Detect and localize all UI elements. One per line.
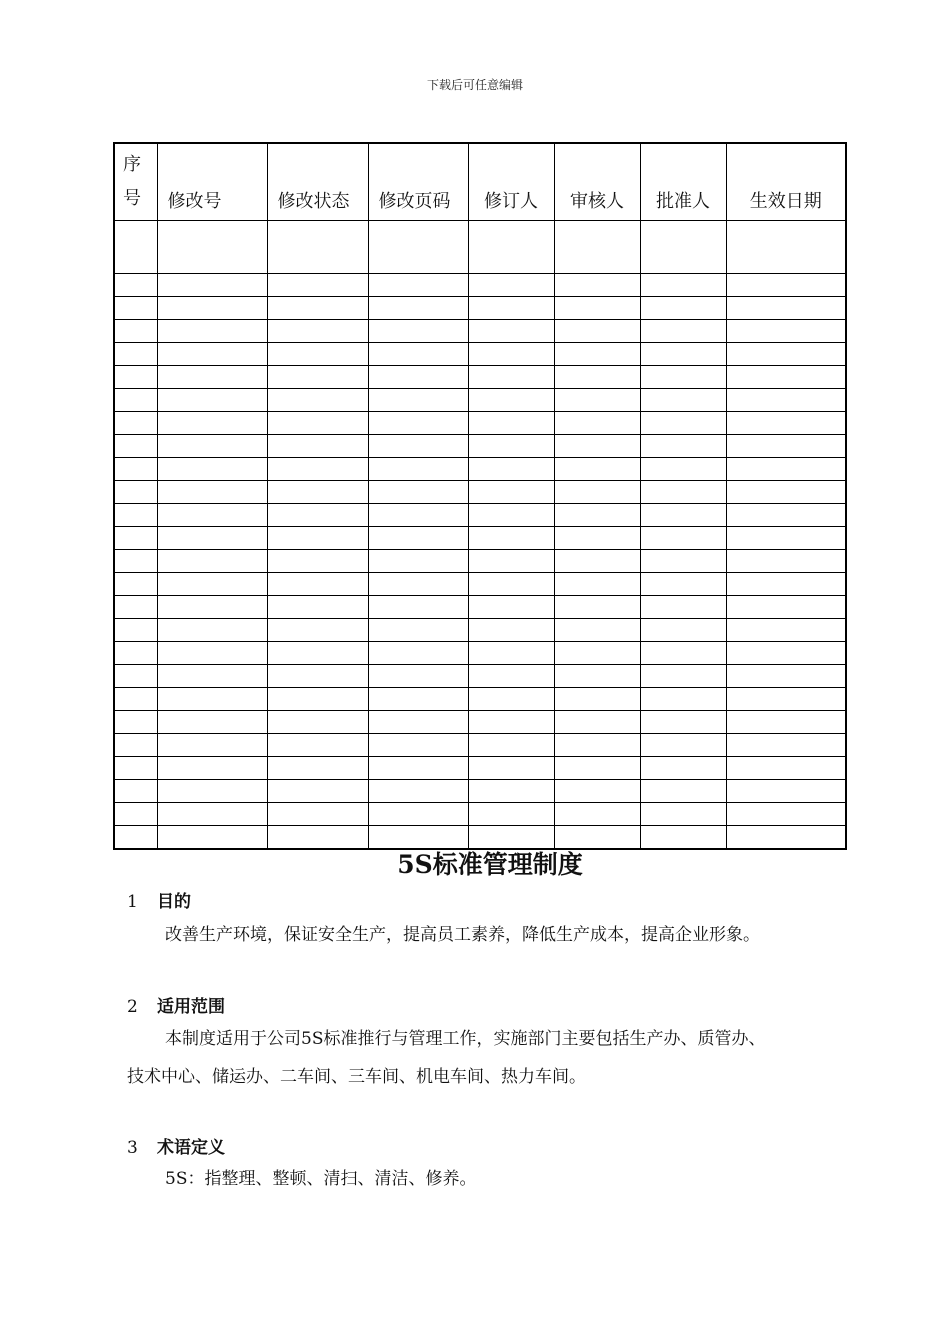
header-effective-date: 生效日期 — [726, 143, 846, 221]
table-cell — [640, 435, 726, 458]
table-cell — [267, 366, 368, 389]
table-cell — [368, 550, 468, 573]
table-cell — [468, 803, 554, 826]
table-cell — [114, 619, 157, 642]
table-cell — [726, 688, 846, 711]
table-cell — [726, 412, 846, 435]
section-title: 目的 — [157, 892, 191, 912]
table-cell — [267, 343, 368, 366]
table-cell — [726, 221, 846, 274]
table-cell — [726, 458, 846, 481]
table-cell — [554, 274, 640, 297]
table-cell — [368, 221, 468, 274]
table-cell — [157, 343, 267, 366]
header-approver: 批准人 — [640, 143, 726, 221]
table-cell — [114, 757, 157, 780]
table-row — [114, 642, 846, 665]
table-cell — [554, 343, 640, 366]
table-cell — [640, 780, 726, 803]
table-cell — [640, 619, 726, 642]
table-cell — [554, 642, 640, 665]
table-cell — [468, 780, 554, 803]
table-cell — [554, 711, 640, 734]
table-cell — [114, 343, 157, 366]
table-cell — [468, 221, 554, 274]
table-cell — [640, 550, 726, 573]
table-cell — [368, 412, 468, 435]
table-cell — [554, 573, 640, 596]
table-cell — [157, 596, 267, 619]
table-cell — [726, 573, 846, 596]
table-row — [114, 550, 846, 573]
table-cell — [468, 435, 554, 458]
table-cell — [368, 297, 468, 320]
header-seq-line1: 序 — [123, 154, 141, 175]
table-cell — [157, 389, 267, 412]
table-cell — [640, 221, 726, 274]
table-cell — [368, 366, 468, 389]
header-seq-line2: 号 — [123, 188, 141, 209]
table-cell — [368, 642, 468, 665]
table-cell — [157, 780, 267, 803]
table-cell — [640, 274, 726, 297]
table-cell — [114, 803, 157, 826]
table-cell — [267, 297, 368, 320]
table-cell — [267, 389, 368, 412]
table-cell — [468, 481, 554, 504]
section-2-body — [127, 1020, 857, 1096]
paragraph-line: 改善生产环境，保证安全生产，提高员工素养，降低生产成本，提高企业形象。 — [165, 925, 760, 945]
table-cell — [726, 550, 846, 573]
table-cell — [267, 550, 368, 573]
table-cell — [554, 366, 640, 389]
table-cell — [368, 688, 468, 711]
table-cell — [554, 665, 640, 688]
table-cell — [468, 458, 554, 481]
table-cell — [267, 665, 368, 688]
table-cell — [468, 412, 554, 435]
table-cell — [267, 274, 368, 297]
table-cell — [726, 504, 846, 527]
section-3-body — [127, 1160, 847, 1198]
table-cell — [468, 550, 554, 573]
table-cell — [114, 481, 157, 504]
table-row — [114, 297, 846, 320]
table-cell — [267, 458, 368, 481]
table-cell — [157, 665, 267, 688]
table-cell — [267, 688, 368, 711]
table-row — [114, 343, 846, 366]
table-cell — [114, 550, 157, 573]
table-cell — [368, 734, 468, 757]
table-cell — [157, 757, 267, 780]
section-2-heading — [127, 992, 225, 1017]
table-cell — [368, 527, 468, 550]
header-seq — [114, 143, 157, 221]
section-number: 2 — [127, 997, 138, 1017]
table-cell — [114, 573, 157, 596]
table-row — [114, 734, 846, 757]
table-cell — [468, 573, 554, 596]
table-cell — [726, 619, 846, 642]
table-cell — [157, 711, 267, 734]
table-cell — [114, 458, 157, 481]
table-cell — [267, 619, 368, 642]
section-title: 术语定义 — [157, 1138, 225, 1158]
table-cell — [157, 458, 267, 481]
table-cell — [640, 573, 726, 596]
table-cell — [468, 642, 554, 665]
revision-table-body — [114, 221, 846, 850]
table-cell — [157, 221, 267, 274]
table-cell — [640, 642, 726, 665]
table-cell — [468, 734, 554, 757]
table-cell — [726, 780, 846, 803]
table-row — [114, 320, 846, 343]
table-cell — [726, 527, 846, 550]
table-cell — [368, 274, 468, 297]
table-cell — [157, 573, 267, 596]
table-cell — [157, 481, 267, 504]
table-cell — [554, 458, 640, 481]
table-cell — [554, 504, 640, 527]
table-cell — [157, 274, 267, 297]
table-cell — [640, 688, 726, 711]
table-cell — [267, 734, 368, 757]
table-cell — [468, 389, 554, 412]
table-cell — [468, 688, 554, 711]
table-cell — [640, 596, 726, 619]
table-cell — [157, 550, 267, 573]
paragraph-line: 技术中心、储运办、二车间、三车间、机电车间、热力车间。 — [127, 1067, 586, 1087]
table-row — [114, 665, 846, 688]
table-cell — [114, 780, 157, 803]
table-row — [114, 619, 846, 642]
header-change-status: 修改状态 — [267, 143, 368, 221]
table-row — [114, 412, 846, 435]
table-cell — [157, 619, 267, 642]
table-row — [114, 504, 846, 527]
table-cell — [726, 642, 846, 665]
paragraph-line: 5S：指整理、整顿、清扫、清洁、修养。 — [165, 1169, 477, 1189]
table-row — [114, 711, 846, 734]
table-cell — [640, 504, 726, 527]
table-cell — [114, 688, 157, 711]
table-row — [114, 221, 846, 274]
table-cell — [468, 711, 554, 734]
table-cell — [157, 320, 267, 343]
table-cell — [114, 504, 157, 527]
table-cell — [114, 734, 157, 757]
table-cell — [554, 320, 640, 343]
table-cell — [554, 527, 640, 550]
section-1-body — [127, 916, 847, 954]
table-row — [114, 757, 846, 780]
table-cell — [157, 366, 267, 389]
table-cell — [267, 435, 368, 458]
header-change-no: 修改号 — [157, 143, 267, 221]
table-cell — [468, 619, 554, 642]
table-cell — [640, 458, 726, 481]
table-row — [114, 803, 846, 826]
table-cell — [468, 596, 554, 619]
table-cell — [640, 366, 726, 389]
table-cell — [368, 343, 468, 366]
table-cell — [554, 688, 640, 711]
table-row — [114, 780, 846, 803]
table-header-row — [114, 143, 846, 221]
table-cell — [368, 665, 468, 688]
header-reviewer: 审核人 — [554, 143, 640, 221]
table-cell — [368, 481, 468, 504]
table-cell — [157, 435, 267, 458]
section-title: 适用范围 — [157, 997, 225, 1017]
table-row — [114, 458, 846, 481]
table-row — [114, 596, 846, 619]
table-cell — [554, 757, 640, 780]
table-cell — [267, 642, 368, 665]
table-cell — [468, 320, 554, 343]
table-cell — [267, 320, 368, 343]
table-cell — [468, 343, 554, 366]
table-cell — [368, 573, 468, 596]
table-cell — [726, 343, 846, 366]
table-cell — [726, 711, 846, 734]
table-cell — [368, 780, 468, 803]
header-change-page: 修改页码 — [368, 143, 468, 221]
table-cell — [468, 527, 554, 550]
table-cell — [368, 389, 468, 412]
table-cell — [267, 757, 368, 780]
table-cell — [267, 504, 368, 527]
table-cell — [640, 412, 726, 435]
table-cell — [726, 320, 846, 343]
table-cell — [554, 412, 640, 435]
table-cell — [640, 757, 726, 780]
table-row — [114, 688, 846, 711]
table-cell — [368, 504, 468, 527]
table-cell — [368, 320, 468, 343]
table-cell — [267, 412, 368, 435]
table-cell — [157, 688, 267, 711]
table-cell — [554, 550, 640, 573]
table-cell — [468, 504, 554, 527]
table-cell — [726, 481, 846, 504]
table-cell — [157, 527, 267, 550]
table-cell — [267, 481, 368, 504]
table-cell — [554, 221, 640, 274]
table-cell — [267, 803, 368, 826]
table-cell — [468, 297, 554, 320]
table-cell — [114, 711, 157, 734]
table-cell — [726, 596, 846, 619]
table-cell — [726, 803, 846, 826]
table-cell — [267, 596, 368, 619]
section-3-heading — [127, 1133, 225, 1158]
table-cell — [726, 734, 846, 757]
table-row — [114, 573, 846, 596]
table-cell — [554, 734, 640, 757]
table-cell — [368, 711, 468, 734]
table-cell — [640, 527, 726, 550]
table-cell — [554, 780, 640, 803]
table-cell — [640, 803, 726, 826]
table-cell — [554, 596, 640, 619]
table-cell — [726, 274, 846, 297]
table-cell — [368, 458, 468, 481]
table-cell — [267, 221, 368, 274]
table-cell — [157, 734, 267, 757]
table-cell — [267, 780, 368, 803]
table-cell — [368, 435, 468, 458]
table-cell — [468, 274, 554, 297]
table-cell — [114, 596, 157, 619]
table-cell — [267, 527, 368, 550]
table-cell — [157, 412, 267, 435]
table-cell — [114, 435, 157, 458]
table-cell — [726, 297, 846, 320]
table-cell — [554, 619, 640, 642]
table-cell — [554, 435, 640, 458]
table-cell — [726, 435, 846, 458]
table-cell — [267, 573, 368, 596]
table-row — [114, 481, 846, 504]
revision-table — [113, 142, 847, 850]
table-cell — [114, 274, 157, 297]
table-cell — [640, 481, 726, 504]
table-cell — [554, 481, 640, 504]
section-number: 3 — [127, 1138, 138, 1158]
table-cell — [114, 320, 157, 343]
table-cell — [468, 757, 554, 780]
section-1-heading — [127, 887, 191, 912]
table-cell — [114, 297, 157, 320]
table-cell — [114, 389, 157, 412]
table-cell — [640, 389, 726, 412]
table-row — [114, 389, 846, 412]
table-cell — [114, 412, 157, 435]
table-cell — [726, 757, 846, 780]
table-row — [114, 366, 846, 389]
table-cell — [726, 366, 846, 389]
table-cell — [554, 389, 640, 412]
table-cell — [368, 619, 468, 642]
table-cell — [468, 665, 554, 688]
table-cell — [640, 320, 726, 343]
table-cell — [114, 642, 157, 665]
table-row — [114, 527, 846, 550]
table-cell — [157, 504, 267, 527]
table-cell — [640, 711, 726, 734]
header-reviser: 修订人 — [468, 143, 554, 221]
table-cell — [640, 665, 726, 688]
table-cell — [114, 366, 157, 389]
table-row — [114, 435, 846, 458]
section-number: 1 — [127, 892, 138, 912]
paragraph-line: 本制度适用于公司5S标准推行与管理工作，实施部门主要包括生产办、质管办、 — [165, 1029, 766, 1049]
table-cell — [368, 596, 468, 619]
table-cell — [267, 711, 368, 734]
table-cell — [114, 221, 157, 274]
table-cell — [640, 734, 726, 757]
table-cell — [726, 665, 846, 688]
table-cell — [157, 297, 267, 320]
table-cell — [554, 297, 640, 320]
table-cell — [554, 803, 640, 826]
table-cell — [157, 803, 267, 826]
table-cell — [640, 297, 726, 320]
table-cell — [114, 527, 157, 550]
header-note: 下载后可任意编辑 — [426, 78, 523, 92]
table-cell — [368, 803, 468, 826]
table-cell — [468, 366, 554, 389]
table-cell — [368, 757, 468, 780]
table-cell — [726, 389, 846, 412]
table-row — [114, 274, 846, 297]
table-cell — [114, 665, 157, 688]
table-cell — [157, 642, 267, 665]
table-cell — [640, 343, 726, 366]
document-title: 5S标准管理制度 — [397, 850, 583, 879]
